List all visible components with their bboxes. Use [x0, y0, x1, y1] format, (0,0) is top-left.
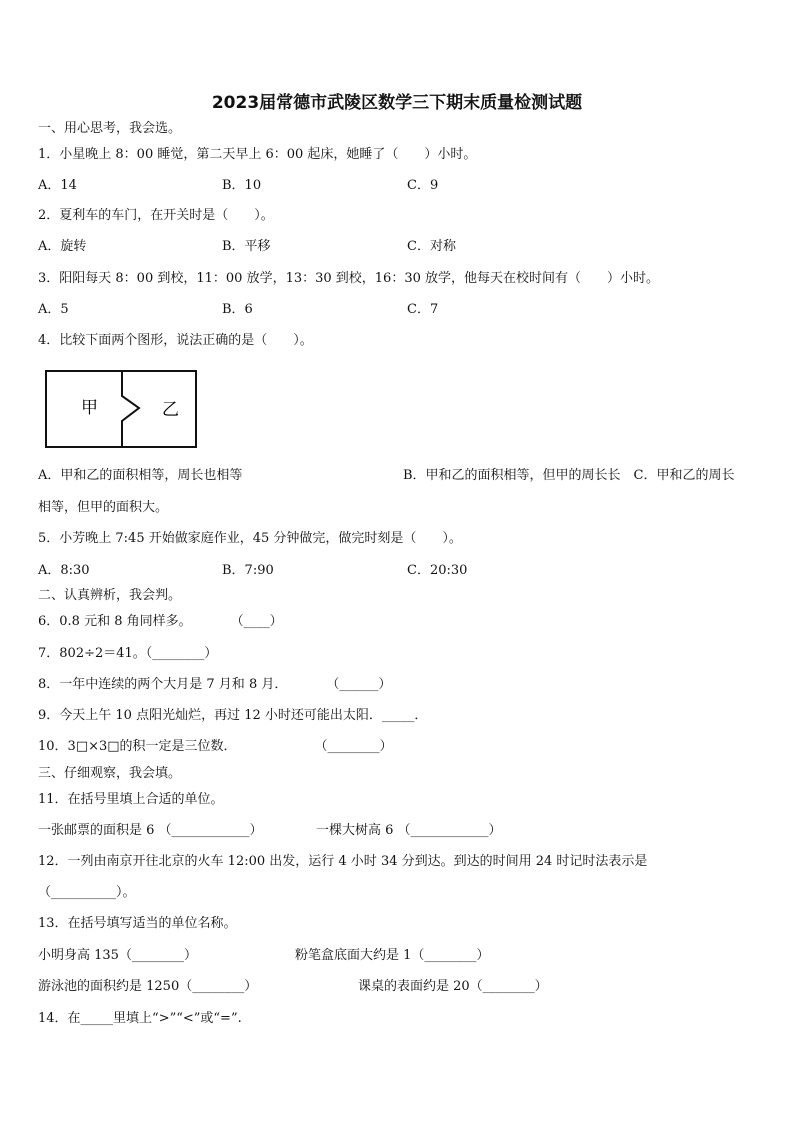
question-14: 14．在_____里填上“>”“<”或“=”. — [38, 1011, 242, 1026]
shape-figure — [45, 370, 197, 448]
q13-blank-height: 小明身高 135（________） — [38, 948, 197, 963]
q4-option-b: B．甲和乙的面积相等，但甲的周长长 C．甲和乙的周长 — [403, 468, 735, 483]
q13-blank-chalkbox: 粉笔盒底面大约是 1（________） — [295, 948, 490, 963]
q13-blank-desk: 课桌的表面约是 20（________） — [358, 979, 548, 994]
section-heading-judge: 二、认真辨析，我会判。 — [38, 588, 182, 603]
question-4: 4．比较下面两个图形，说法正确的是（ ）。 — [38, 333, 313, 348]
figure-divider — [122, 371, 139, 447]
q2-option-b: B．平移 — [222, 239, 271, 254]
question-11: 11．在括号里填上合适的单位。 — [38, 792, 224, 807]
q12-blank: （__________）。 — [38, 885, 136, 900]
q5-option-a: A．8:30 — [38, 563, 90, 578]
shape-jia-label: 甲 — [81, 398, 98, 418]
q5-option-c: C．20:30 — [407, 563, 468, 578]
page-title: 2023届常德市武陵区数学三下期末质量检测试题 — [211, 93, 583, 113]
question-7: 7．802÷2＝41。（________） — [38, 646, 218, 661]
question-12: 12．一列由南京开往北京的火车 12:00 出发，运行 4 小时 34 分到达。到达的时间用 24 时记时法表示是 — [38, 854, 648, 869]
section-heading-fill: 三、仔细观察，我会填。 — [38, 766, 182, 781]
q3-option-b: B．6 — [222, 302, 253, 317]
question-6: 6．0.8 元和 8 角同样多。 （____） — [38, 614, 283, 629]
q11-blank-stamp: 一张邮票的面积是 6 （____________） — [38, 823, 263, 838]
question-10: 10．3□×3□的积一定是三位数． （________） — [38, 739, 393, 754]
q3-option-a: A．5 — [38, 302, 69, 317]
question-1: 1．小星晚上 8：00 睡觉，第二天早上 6：00 起床，她睡了（ ）小时。 — [38, 147, 477, 162]
q4-option-a: A．甲和乙的面积相等，周长也相等 — [38, 468, 243, 483]
question-2: 2．夏利车的车门，在开关时是（ ）。 — [38, 208, 274, 223]
q11-blank-tree: 一棵大树高 6 （____________） — [316, 823, 502, 838]
q4-option-c-continued: 相等，但甲的面积大。 — [38, 500, 169, 515]
q5-option-b: B．7:90 — [222, 563, 274, 578]
question-5: 5．小芳晚上 7:45 开始做家庭作业，45 分钟做完，做完时刻是（ ）。 — [38, 531, 462, 546]
question-9: 9．今天上午 10 点阳光灿烂，再过 12 小时还可能出太阳．_____． — [38, 708, 428, 723]
shape-yi-label: 乙 — [162, 400, 179, 420]
question-8: 8．一年中连续的两个大月是 7 月和 8 月． （______） — [38, 677, 392, 692]
q2-option-a: A．旋转 — [38, 239, 87, 254]
q2-option-c: C．对称 — [407, 239, 456, 254]
q1-option-a: A．14 — [38, 178, 77, 193]
q13-blank-pool: 游泳池的面积约是 1250（________） — [38, 979, 258, 994]
q3-option-c: C．7 — [407, 302, 439, 317]
question-13: 13．在括号填写适当的单位名称。 — [38, 916, 237, 931]
q1-option-b: B．10 — [222, 178, 262, 193]
section-heading-choice: 一、用心思考，我会选。 — [38, 121, 182, 136]
q1-option-c: C．9 — [407, 178, 439, 193]
question-3: 3．阳阳每天 8：00 到校，11：00 放学，13：30 到校，16：30 放学，他每天在校时间有（ ）小时。 — [38, 271, 659, 286]
